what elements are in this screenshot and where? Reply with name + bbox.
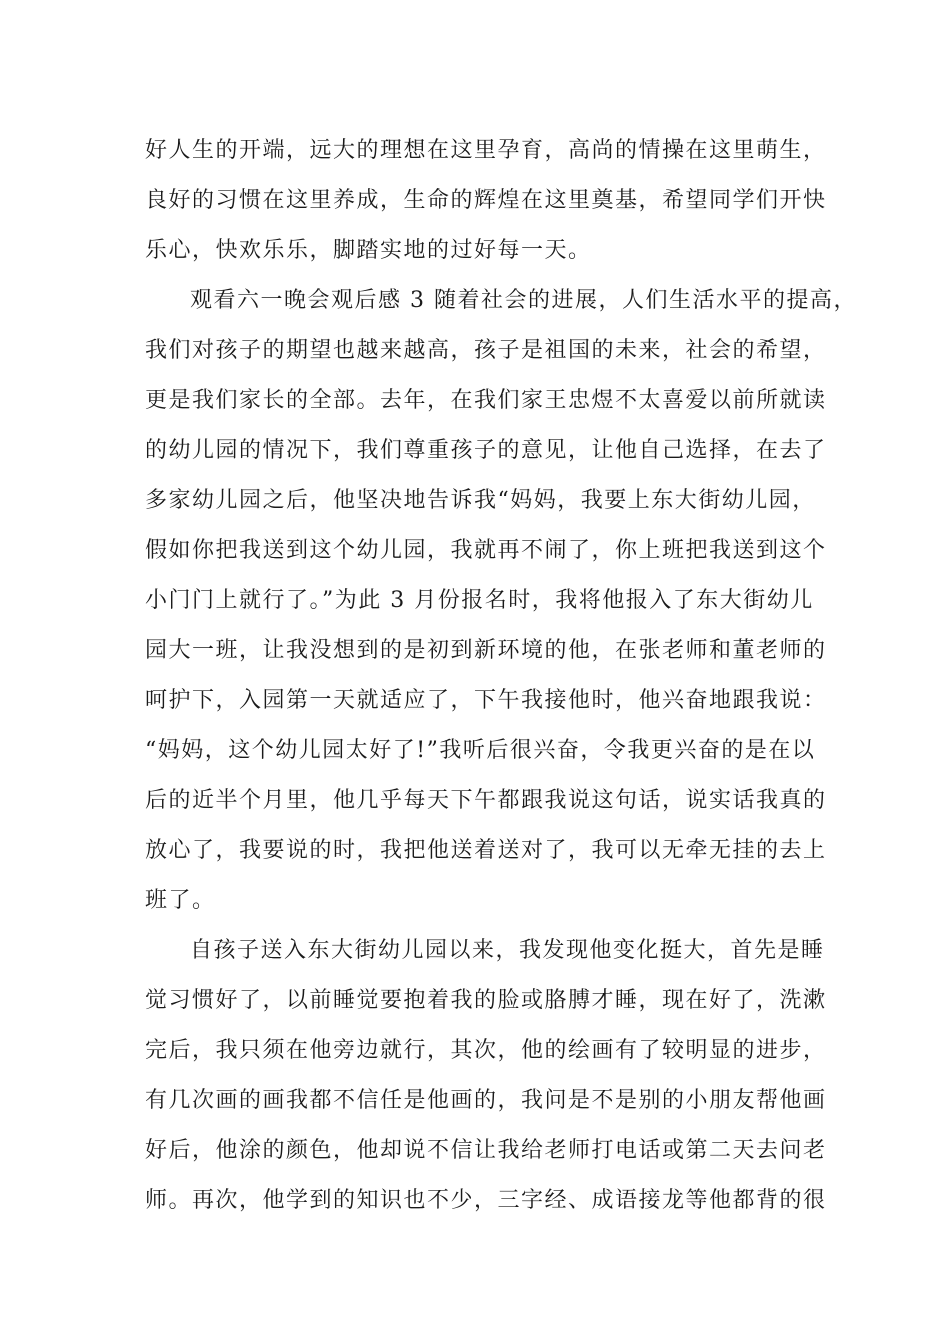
paragraph-2-line-8: 园大一班，让我没想到的是初到新环境的他，在张老师和董老师的: [145, 638, 827, 663]
paragraph-2-line-6: 假如你把我送到这个幼儿园，我就再不闹了，你上班把我送到这个: [145, 538, 827, 563]
paragraph-2-line-4: 的幼儿园的情况下，我们尊重孩子的意见，让他自己选择，在去了: [145, 438, 827, 463]
paragraph-2-line-10: “妈妈，这个幼儿园太好了!”我听后很兴奋，令我更兴奋的是在以: [145, 738, 816, 763]
paragraph-2-line-1: 观看六一晚会观后感 3 随着社会的进展，人们生活水平的提高，: [190, 288, 857, 313]
paragraph-3-line-1: 自孩子送入东大街幼儿园以来，我发现他变化挺大，首先是睡: [190, 938, 825, 963]
paragraph-2-line-11: 后的近半个月里，他几乎每天下午都跟我说这句话，说实话我真的: [145, 788, 827, 813]
paragraph-1-line-2: 良好的习惯在这里养成，生命的辉煌在这里奠基，希望同学们开快: [145, 188, 827, 213]
paragraph-3-line-5: 好后，他涂的颜色，他却说不信让我给老师打电话或第二天去问老: [145, 1138, 827, 1163]
paragraph-2-line-12: 放心了，我要说的时，我把他送着送对了，我可以无牵无挂的去上: [145, 838, 827, 863]
paragraph-2-line-5: 多家幼儿园之后，他坚决地告诉我“妈妈，我要上东大街幼儿园，: [145, 488, 816, 513]
paragraph-2-line-7: 小门门上就行了。”为此 3 月份报名时，我将他报入了东大街幼儿: [145, 588, 814, 613]
paragraph-1-line-3: 乐心，快欢乐乐，脚踏实地的过好每一天。: [145, 238, 592, 263]
paragraph-1-line-1: 好人生的开端，远大的理想在这里孕育，高尚的情操在这里萌生，: [145, 138, 827, 163]
paragraph-3-line-6: 师。再次，他学到的知识也不少，三字经、成语接龙等他都背的很: [145, 1188, 827, 1213]
paragraph-2-line-9: 呵护下，入园第一天就适应了，下午我接他时，他兴奋地跟我说：: [145, 688, 827, 713]
paragraph-3-line-2: 觉习惯好了，以前睡觉要抱着我的脸或胳膊才睡，现在好了，洗漱: [145, 988, 827, 1013]
paragraph-2-line-3: 更是我们家长的全部。去年，在我们家王忠煜不太喜爱以前所就读: [145, 388, 827, 413]
paragraph-2-line-2: 我们对孩子的期望也越来越高，孩子是祖国的未来，社会的希望，: [145, 338, 827, 363]
paragraph-3-line-4: 有几次画的画我都不信任是他画的，我问是不是别的小朋友帮他画: [145, 1088, 827, 1113]
paragraph-2-line-13: 班了。: [145, 888, 216, 913]
paragraph-3-line-3: 完后，我只须在他旁边就行，其次，他的绘画有了较明显的进步，: [145, 1038, 827, 1063]
